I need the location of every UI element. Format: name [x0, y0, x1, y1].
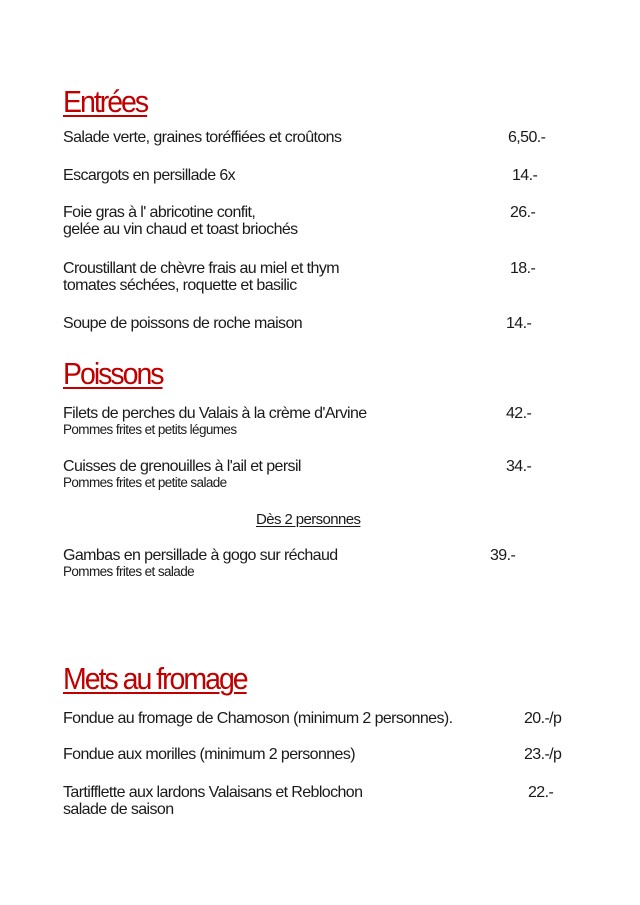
menu-item	[63, 710, 452, 727]
item-name: Tartifflette aux lardons Valaisans et Reblochon	[63, 784, 363, 801]
item-price: 20.-/p	[524, 710, 562, 727]
menu-item	[63, 167, 235, 184]
item-price: 26.-	[510, 204, 536, 221]
section-title-poissons: Poissons	[63, 356, 163, 391]
item-description: tomates séchées, roquette et basilic	[63, 277, 297, 294]
item-name: Croustillant de chèvre frais au miel et thym	[63, 260, 339, 277]
item-price: 14.-	[512, 167, 538, 184]
menu-item	[63, 405, 367, 437]
menu-item	[63, 204, 298, 238]
item-description: gelée au vin chaud et toast briochés	[63, 221, 298, 238]
item-name: Cuisses de grenouilles à l'ail et persil	[63, 458, 301, 475]
item-price: 23.-/p	[524, 746, 562, 763]
item-price: 39.-	[490, 547, 516, 564]
item-price: 6,50.-	[508, 129, 546, 146]
item-price: 34.-	[506, 458, 532, 475]
menu-item	[63, 746, 355, 763]
min-persons-note: Dès 2 personnes	[256, 511, 361, 528]
item-name: Fondue au fromage de Chamoson (minimum 2 personnes).	[63, 710, 453, 727]
item-side: Pommes frites et salade	[63, 564, 195, 579]
item-price: 14.-	[506, 315, 532, 332]
item-side: Pommes frites et petits légumes	[63, 422, 237, 437]
item-name: Foie gras à l' abricotine confit,	[63, 204, 256, 221]
section-title-entrees: Entrées	[63, 84, 148, 119]
item-name: Escargots en persillade 6x	[63, 167, 236, 184]
menu-item	[63, 315, 302, 332]
menu-item	[63, 458, 301, 490]
menu-item	[63, 784, 362, 818]
menu-item	[63, 129, 341, 146]
menu-item	[63, 260, 339, 294]
item-name: Soupe de poissons de roche maison	[63, 315, 303, 332]
item-price: 42.-	[506, 405, 532, 422]
item-name: Fondue aux morilles (minimum 2 personnes)	[63, 746, 355, 763]
item-side: Pommes frites et petite salade	[63, 475, 227, 490]
item-name: Gambas en persillade à gogo sur réchaud	[63, 547, 338, 564]
item-price: 18.-	[510, 260, 536, 277]
item-description: salade de saison	[63, 801, 174, 818]
section-title-mets-au-fromage: Mets au fromage	[63, 661, 247, 696]
menu-item	[63, 547, 338, 579]
item-price: 22.-	[528, 784, 554, 801]
item-name: Filets de perches du Valais à la crème d'Arvine	[63, 405, 367, 422]
item-name: Salade verte, graines toréffiées et croûtons	[63, 129, 342, 146]
